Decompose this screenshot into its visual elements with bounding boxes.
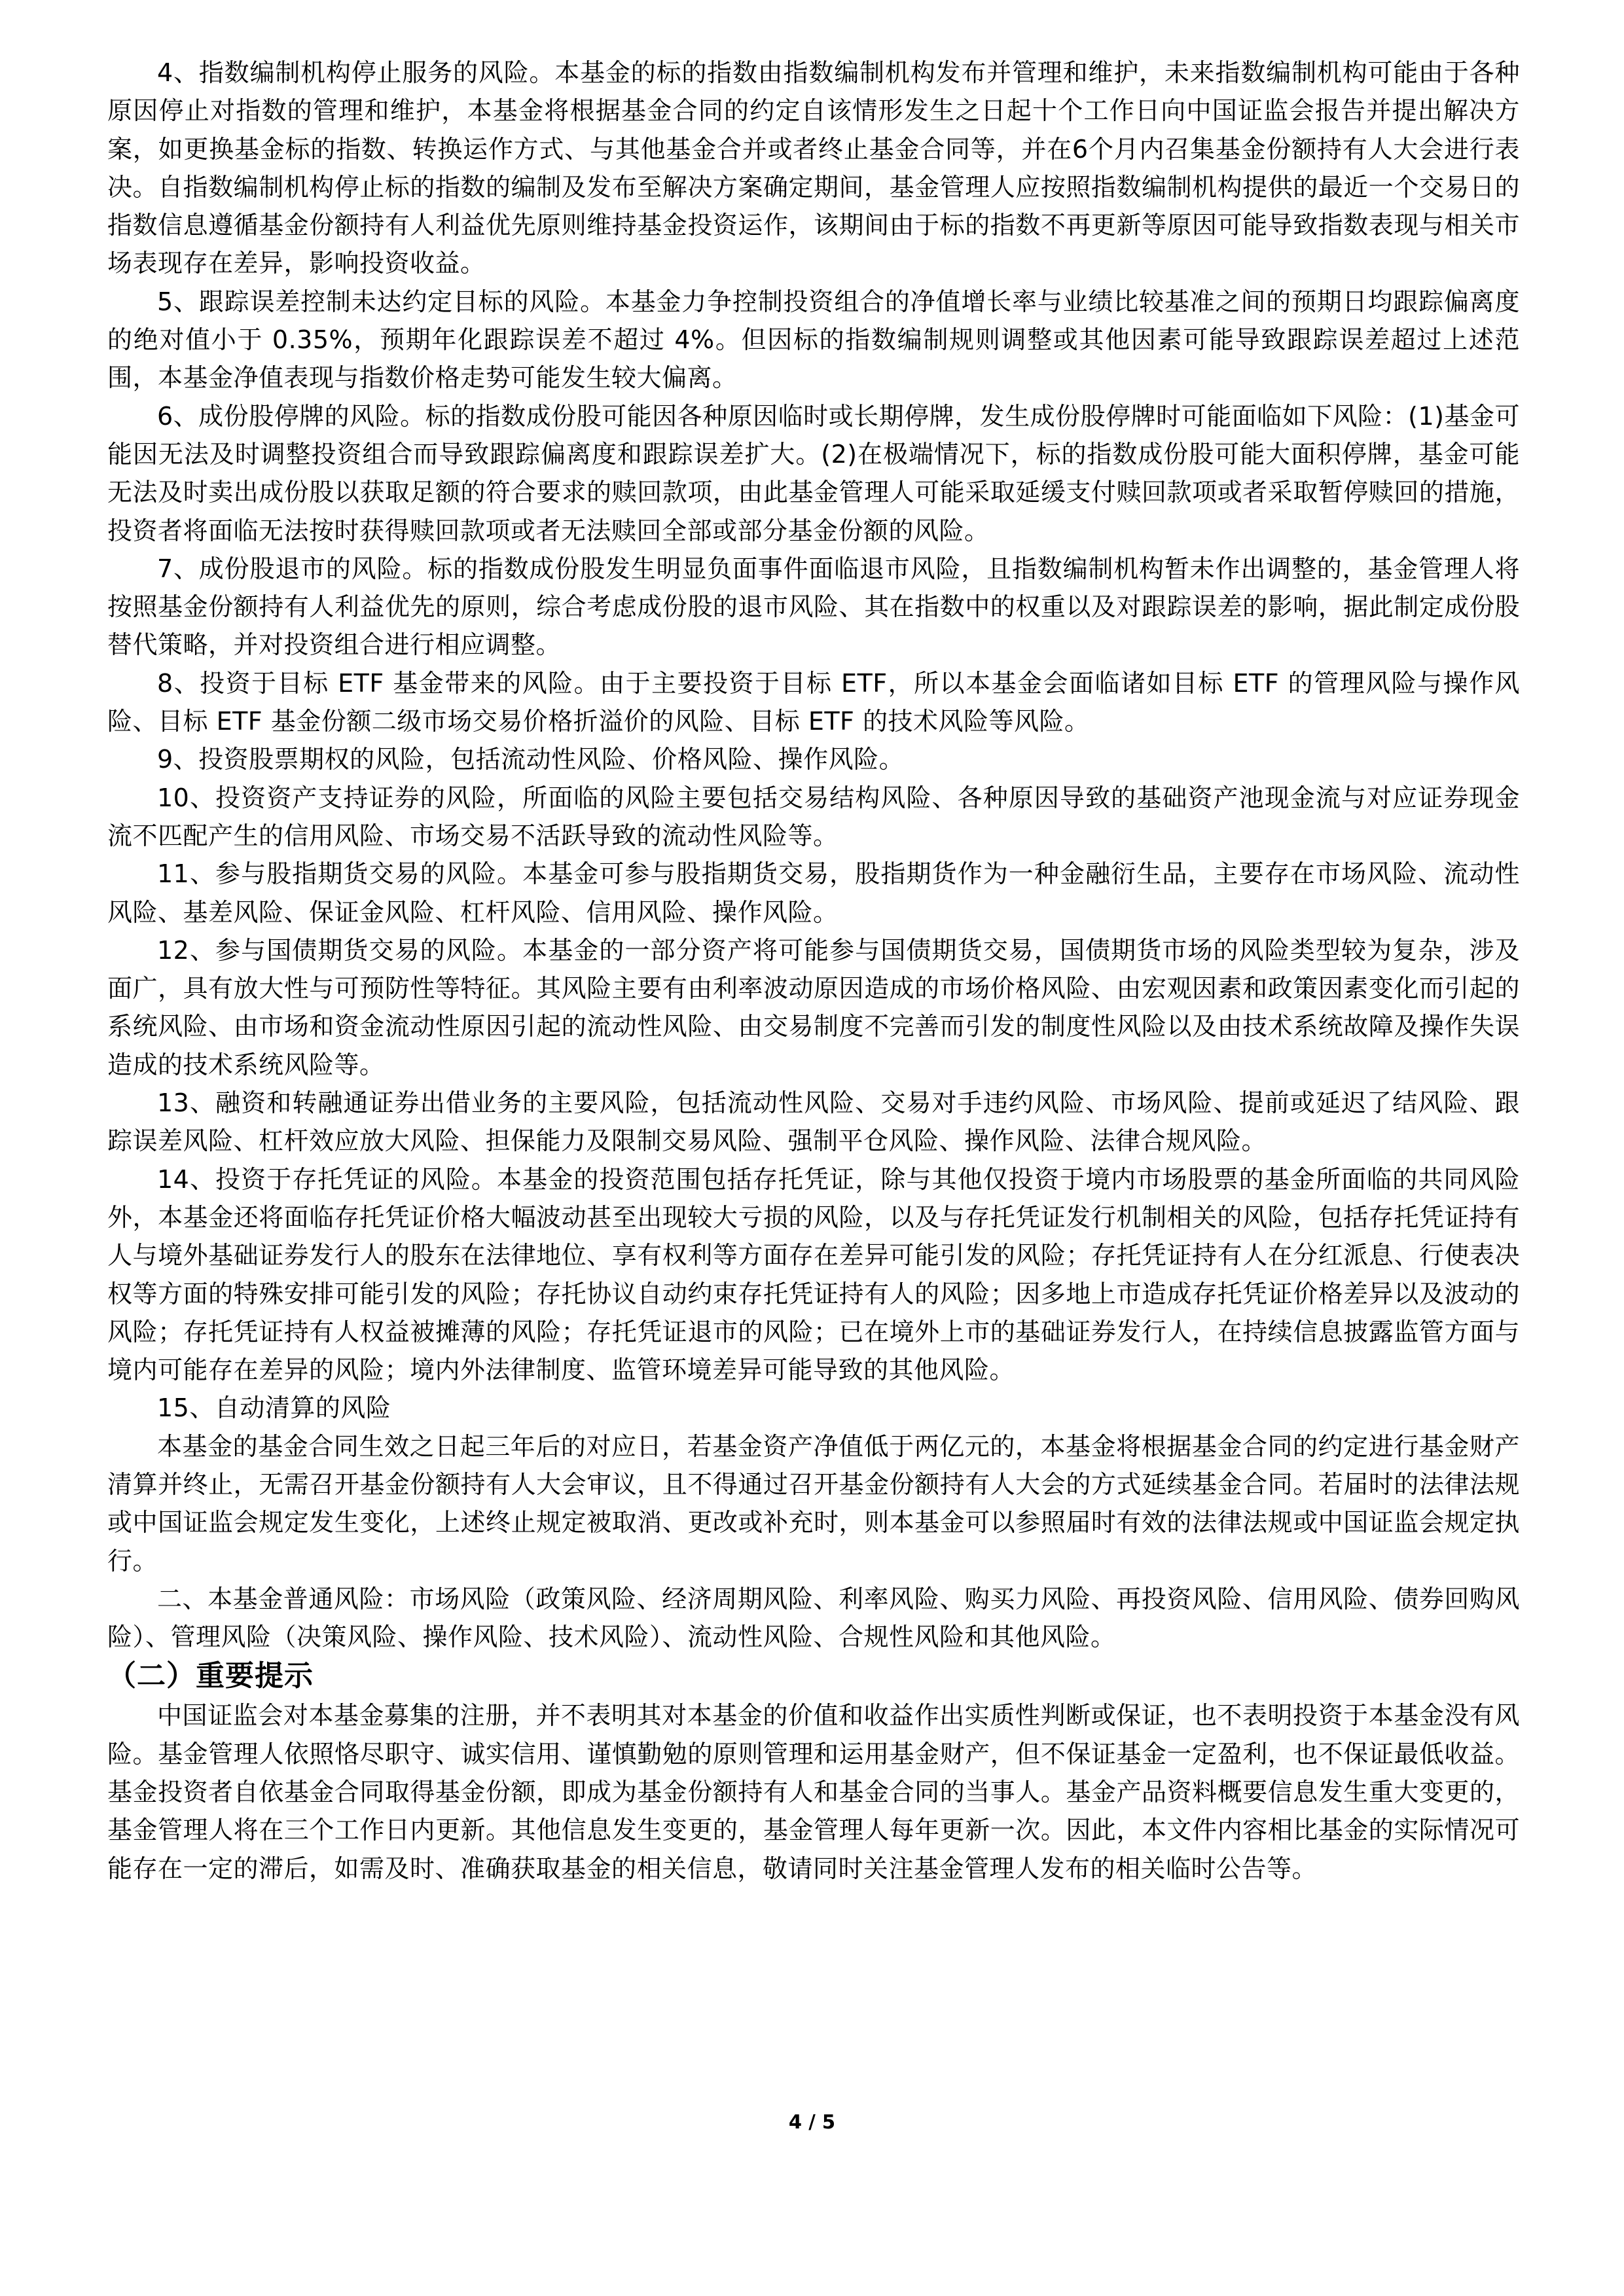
paragraph-risk-15-body: 本基金的基金合同生效之日起三年后的对应日，若基金资产净值低于两亿元的，本基金将根据基金合同的约定进行基金财产清算并终止，无需召开基金份额持有人大会审议，且不得通过召开基金份额持有人大会的方式延续基金合同。若届时的法律法规或中国证监会规定发生变化，上述终止规定被取消、更改或补充时，则本基金可以参照届时有效的法律法规或中国证监会规定执行。: [107, 1431, 1520, 1575]
page-number: 4 / 5: [788, 2111, 836, 2133]
paragraph-general-risk: 二、本基金普通风险：市场风险（政策风险、经济周期风险、利率风险、购买力风险、再投资风险、信用风险、债券回购风险）、管理风险（决策风险、操作风险、技术风险）、流动性风险、合规性风险和其他风险。: [107, 1584, 1520, 1652]
paragraph-risk-13: 13、融资和转融通证券出借业务的主要风险，包括流动性风险、交易对手违约风险、市场风险、提前或延迟了结风险、跟踪误差风险、杠杆效应放大风险、担保能力及限制交易风险、强制平仓风险、操作风险、法律合规风险。: [107, 1088, 1520, 1156]
paragraph-risk-5: 5、跟踪误差控制未达约定目标的风险。本基金力争控制投资组合的净值增长率与业绩比较基准之间的预期日均跟踪偏离度的绝对值小于 0.35%，预期年化跟踪误差不超过 4%。但因标的指数编制规则调整或其他因素可能导致跟踪误差超过上述范围，本基金净值表现与指数价格走势可能发生较大偏离。: [107, 287, 1520, 393]
paragraph-risk-10: 10、投资资产支持证券的风险，所面临的风险主要包括交易结构风险、各种原因导致的基础资产池现金流与对应证券现金流不匹配产生的信用风险、市场交易不活跃导致的流动性风险等。: [107, 783, 1520, 850]
paragraph-important-notice: 中国证监会对本基金募集的注册，并不表明其对本基金的价值和收益作出实质性判断或保证，也不表明投资于本基金没有风险。基金管理人依照恪尽职守、诚实信用、谨慎勤勉的原则管理和运用基金财产，但不保证基金一定盈利，也不保证最低收益。基金投资者自依基金合同取得基金份额，即成为基金份额持有人和基金合同的当事人。基金产品资料概要信息发生重大变更的，基金管理人将在三个工作日内更新。其他信息发生变更的，基金管理人每年更新一次。因此，本文件内容相比基金的实际情况可能存在一定的滞后，如需及时、准确获取基金的相关信息，敬请同时关注基金管理人发布的相关临时公告等。: [107, 1701, 1520, 1883]
paragraph-risk-9: 9、投资股票期权的风险，包括流动性风险、价格风险、操作风险。: [157, 745, 905, 774]
paragraph-risk-8: 8、投资于目标 ETF 基金带来的风险。由于主要投资于目标 ETF，所以本基金会面临诸如目标 ETF 的管理风险与操作风险、目标 ETF 基金份额二级市场交易价格折溢价的风险、目标 ETF 的技术风险等风险。: [107, 668, 1520, 736]
paragraph-risk-6: 6、成份股停牌的风险。标的指数成份股可能因各种原因临时或长期停牌，发生成份股停牌时可能面临如下风险：(1)基金可能因无法及时调整投资组合而导致跟踪偏离度和跟踪误差扩大。(2)在极端情况下，标的指数成份股可能大面积停牌，基金可能无法及时卖出成份股以获取足额的符合要求的赎回款项，由此基金管理人可能采取延缓支付赎回款项或者采取暂停赎回的措施，投资者将面临无法按时获得赎回款项或者无法赎回全部或部分基金份额的风险。: [107, 401, 1521, 545]
paragraph-risk-15-title: 15、自动清算的风险: [157, 1393, 391, 1423]
paragraph-risk-11: 11、参与股指期货交易的风险。本基金可参与股指期货交易，股指期货作为一种金融衍生品，主要存在市场风险、流动性风险、基差风险、保证金风险、杠杆风险、信用风险、操作风险。: [107, 859, 1520, 927]
paragraph-risk-12: 12、参与国债期货交易的风险。本基金的一部分资产将可能参与国债期货交易，国债期货市场的风险类型较为复杂，涉及面广，具有放大性与可预防性等特征。其风险主要有由利率波动原因造成的市场价格风险、由宏观因素和政策因素变化而引起的系统风险、由市场和资金流动性原因引起的流动性风险、由交易制度不完善而引发的制度性风险以及由技术系统故障及操作失误造成的技术系统风险等。: [107, 935, 1520, 1079]
paragraph-risk-7: 7、成份股退市的风险。标的指数成份股发生明显负面事件面临退市风险，且指数编制机构暂未作出调整的，基金管理人将按照基金份额持有人利益优先的原则，综合考虑成份股的退市风险、其在指数中的权重以及对跟踪误差的影响，据此制定成份股替代策略，并对投资组合进行相应调整。: [107, 554, 1520, 660]
document-body: [107, 54, 1520, 1888]
section-heading-important-notice: （二）重要提示: [107, 1659, 314, 1693]
paragraph-risk-14: 14、投资于存托凭证的风险。本基金的投资范围包括存托凭证，除与其他仅投资于境内市场股票的基金所面临的共同风险外，本基金还将面临存托凭证价格大幅波动甚至出现较大亏损的风险，以及与存托凭证发行机制相关的风险，包括存托凭证持有人与境外基础证券发行人的股东在法律地位、享有权利等方面存在差异可能引发的风险；存托凭证持有人在分红派息、行使表决权等方面的特殊安排可能引发的风险；存托协议自动约束存托凭证持有人的风险；因多地上市造成存托凭证价格差异以及波动的风险；存托凭证持有人权益被摊薄的风险；存托凭证退市的风险；已在境外上市的基础证券发行人，在持续信息披露监管方面与境内可能存在差异的风险；境内外法律制度、监管环境差异可能导致的其他风险。: [107, 1164, 1520, 1385]
paragraph-risk-4: 4、指数编制机构停止服务的风险。本基金的标的指数由指数编制机构发布并管理和维护，未来指数编制机构可能由于各种原因停止对指数的管理和维护，本基金将根据基金合同的约定自该情形发生之日起十个工作日向中国证监会报告并提出解决方案，如更换基金标的指数、转换运作方式、与其他基金合并或者终止基金合同等，并在6个月内召集基金份额持有人大会进行表决。自指数编制机构停止标的指数的编制及发布至解决方案确定期间，基金管理人应按照指数编制机构提供的最近一个交易日的指数信息遵循基金份额持有人利益优先原则维持基金投资运作，该期间由于标的指数不再更新等原因可能导致指数表现与相关市场表现存在差异，影响投资收益。: [107, 58, 1520, 278]
